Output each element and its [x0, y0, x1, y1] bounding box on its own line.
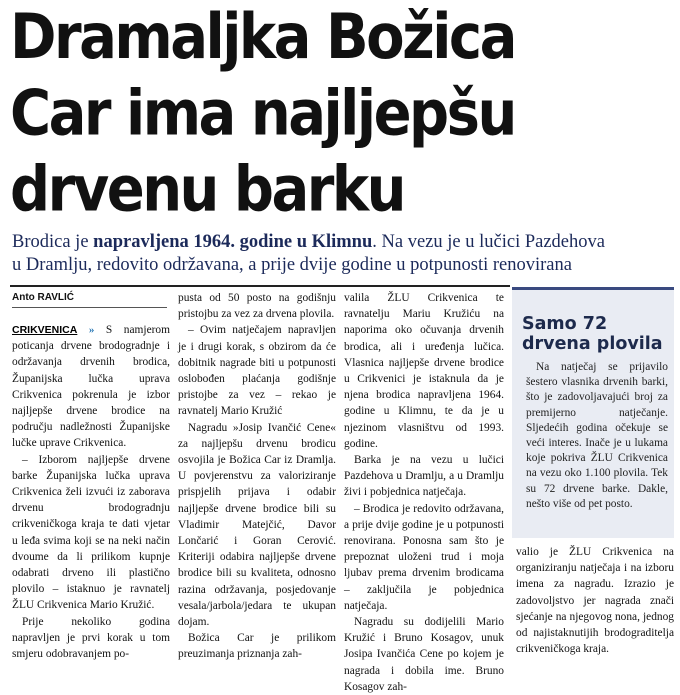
subhead-text: . Na vezu je u lučici Pazdehova [372, 232, 605, 252]
sidebar-body [526, 360, 668, 512]
headline [10, 0, 675, 228]
article-paragraph: Barka je na vezu u lučici Pazdehova u Dramlju, a u Dramlju živi i pobjednica natječaja. [344, 454, 504, 499]
article-column-2 [178, 290, 336, 663]
sidebar-paragraph: Na natječaj se prijavilo šestero vlasnika drvenih barki, što je zadovoljavajući broj za premijerno natječanje. Sljedećih godina očekuje se veći interes. Inače je u lukama koje pokriva ŽLU Crikvenica na vezu oko 1.100 plovila. Tek su 72 drvene barke. Dakle, nešto više od pet posto. [526, 361, 668, 510]
subhead-line-2: u Dramlju, redovito održavana, a prije dvije godine u potpunosti renovirana [12, 255, 572, 275]
subheadline [12, 231, 672, 277]
sidebar-title-line: Samo 72 [522, 314, 608, 334]
sidebar-box [512, 287, 674, 538]
dateline-location: CRIKVENICA [12, 324, 78, 336]
article-paragraph: – Izborom najljepše drvene barke Županijska lučka uprava Crikvenica želi izvući iz zaborava drvenu brodogradnju crikveničkoga kraja te dati vjetar u leđa svima koji se na neki način dvoume da li prilikom kupnje odabrati drveno ili plastično plovilo – istaknuo je ravnatelj ŽLU Crikvenica Mario Kružić. [12, 453, 170, 612]
sidebar-title-line: drvena plovila [522, 334, 663, 354]
article-column-4 [516, 544, 674, 657]
divider [10, 285, 510, 287]
subhead-text: Brodica je [12, 232, 94, 252]
article-paragraph: Prije nekoliko godina napravljen je prvi korak u tom smjeru odobravanjem po- [12, 615, 170, 661]
article-paragraph: valio je ŽLU Crikvenica na organiziranju natječaja i na izboru imena za nagradu. Izrazio je zadovoljstvo jer nagrada znači sjećanje na njegovog nona, jednog od najistaknutijih brodograditelja crikveničkoga kraja. [516, 546, 674, 656]
article-paragraph: Nagradu »Josip Ivančić Cene« za najljepšu drvenu brodicu osvojila je Božica Car iz Dramlja. U povjerenstvu za valoriziranje prispjelih prijava i odabir najljepše drvene brodice bili su Vladimir Matejčić, Davor Lončarić i Goran Cerović. Kriteriji odabira najljepše drvene brodice bili su kvaliteta, odnosno razina održavanja, posjedovanje vesala/jarbola/jedara te ukupan dojam. [178, 421, 336, 629]
sidebar-title [522, 314, 672, 354]
article-paragraph: pusta od 50 posto na godišnju pristojbu za vez za drvena plovila. [178, 292, 336, 321]
article-paragraph: valila ŽLU Crikvenica te ravnatelju Mariu Kružiću na naporima oko očuvanja drvenih brodica, ali i uređenja lučica. Vlasnica najljepše drvene brodice u Crikvenici je istaknula da je njena brodica napravljena 1964. godine u Klimnu, te da je u njezinom vlasništvu od 1993. godine. [344, 292, 504, 450]
article-paragraph: – Brodica je redovito održavana, a prije dvije godine je u potpunosti renovirana. Ponosna sam što je prepoznat uloženi trud i moja ljubav prema drvenim brodicama – zaključila je pobjednica natječaja. [344, 502, 504, 612]
paragraph-text: S namjerom poticanja drvene brodogradnje i održavanja drvenih brodica, Županijska lučka uprava Crikvenica pokrenula je izbor najljepše drvene brodice na području nadležnosti Županijske lučke uprave Crikvenica. [12, 324, 170, 450]
article-column-3 [344, 290, 504, 695]
arrow-icon: » [88, 324, 95, 336]
article-paragraph [12, 322, 170, 452]
headline-line: Car ima najljepšu [10, 77, 515, 151]
article-column-1 [12, 322, 170, 662]
headline-line: Dramaljka Božica [10, 1, 515, 74]
subhead-bold-text: napravljena 1964. godine u Klimnu [93, 232, 373, 252]
subhead-line-1 [12, 231, 672, 254]
headline-line: drvenu barku [10, 153, 405, 227]
article-paragraph: Božica Car je prilikom preuzimanja priznanja zah- [178, 632, 336, 661]
article-paragraph: – Ovim natječajem napravljen je i drugi korak, s obzirom da će dobitnik nagrade biti u potpunosti oslobođen plaćanja godišnje pristojbe za vez – rekao je ravnatelj Mario Kružić [178, 324, 336, 418]
author-byline: Anto RAVLIĆ [12, 292, 167, 308]
article-paragraph: Nagradu su dodijelili Mario Kružić i Bruno Kosagov, unuk Josipa Ivančića Cene po kojem je nagrada i dobila ime. Bruno Kosagov zah- [344, 616, 504, 693]
